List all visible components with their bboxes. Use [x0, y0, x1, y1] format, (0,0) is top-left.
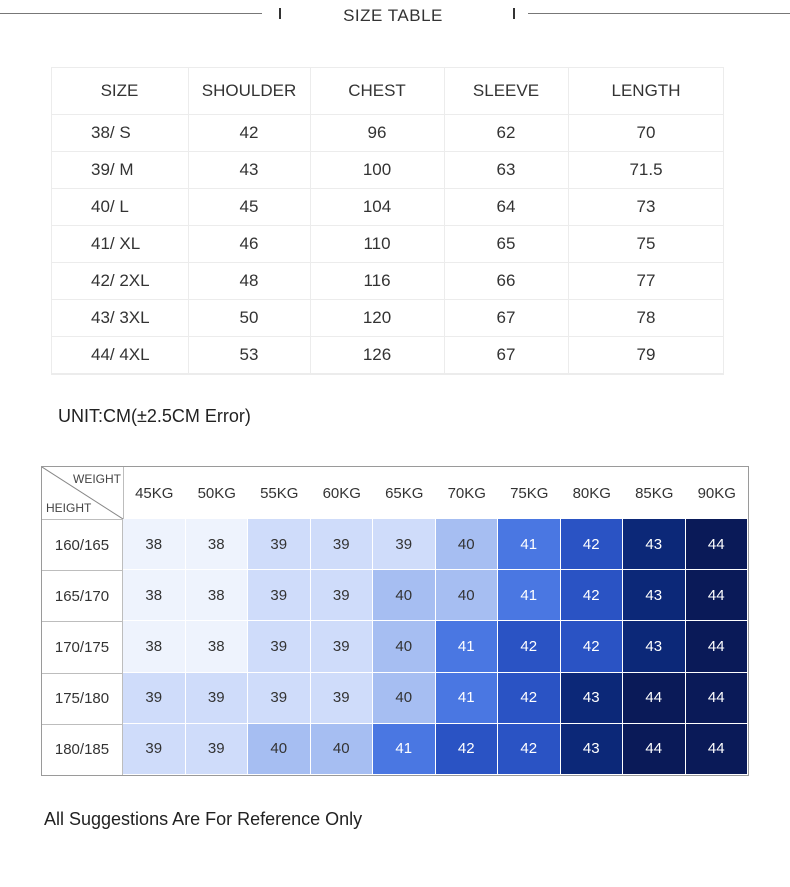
weight-header: 85KG — [635, 484, 674, 502]
size-table-row — [51, 151, 724, 189]
fit-grid-cell: 39 — [248, 621, 311, 672]
size-table-cell-length: 79 — [636, 344, 656, 364]
fit-grid-cell: 42 — [561, 621, 624, 672]
fit-grid-cell: 43 — [623, 519, 686, 570]
size-table-cell-chest: 100 — [362, 159, 392, 179]
fit-grid-cell: 44 — [686, 570, 749, 621]
size-table-header-row — [51, 67, 724, 115]
size-table-cell-length: 73 — [636, 196, 656, 216]
fit-grid-cell: 44 — [686, 621, 749, 672]
fit-grid-cell: 42 — [561, 570, 624, 621]
size-table-cell-sleeve: 67 — [496, 307, 516, 327]
size-table-header-shoulder: SHOULDER — [201, 80, 297, 100]
size-table-cell-shoulder: 43 — [239, 159, 259, 179]
fit-grid-cell: 39 — [248, 519, 311, 570]
corner-height-label: HEIGHT — [46, 501, 92, 515]
fit-grid-cell: 44 — [686, 724, 749, 775]
fit-grid-cell: 42 — [498, 724, 561, 775]
weight-header: 65KG — [385, 484, 424, 502]
fit-grid-cell: 41 — [436, 621, 499, 672]
unit-note: UNIT:CM(±2.5CM Error) — [58, 406, 251, 426]
fit-grid-cell: 44 — [623, 724, 686, 775]
weight-header: 45KG — [135, 484, 174, 502]
size-table-cell-sleeve: 67 — [496, 344, 516, 364]
fit-grid-cell: 41 — [498, 519, 561, 570]
weight-header: 90KG — [697, 484, 736, 502]
size-table-cell-sleeve: 63 — [496, 159, 516, 179]
footer-note: All Suggestions Are For Reference Only — [44, 809, 363, 829]
size-table-cell-sleeve: 64 — [496, 196, 516, 216]
size-table-cell-size: 40/ L — [91, 196, 129, 216]
weight-header: 55KG — [260, 484, 299, 502]
fit-grid-cell: 39 — [186, 673, 249, 724]
size-table-row — [51, 336, 724, 374]
size-table — [51, 67, 724, 375]
size-table-cell-chest: 116 — [363, 270, 391, 290]
header-rule-right — [528, 13, 790, 14]
fit-grid-cell: 41 — [498, 570, 561, 621]
fit-grid-cell: 43 — [561, 724, 624, 775]
header-tick-left — [279, 8, 281, 19]
size-table-cell-length: 70 — [636, 122, 656, 142]
fit-grid-cell: 39 — [311, 570, 374, 621]
size-table-cell-shoulder: 48 — [239, 270, 259, 290]
size-table-row — [51, 188, 724, 226]
fit-grid-cell: 40 — [373, 621, 436, 672]
size-table-row — [51, 262, 724, 300]
fit-grid-cell: 44 — [686, 673, 749, 724]
grid-corner-cell — [42, 467, 124, 519]
corner-weight-label: WEIGHT — [73, 472, 121, 486]
size-table-cell-size: 41/ XL — [91, 233, 141, 253]
size-table-header-sleeve: SLEEVE — [472, 80, 540, 100]
size-table-cell-shoulder: 45 — [239, 196, 259, 216]
height-header: 160/165 — [42, 519, 123, 570]
fit-grid-cell: 38 — [123, 621, 186, 672]
header-rule-left — [0, 13, 262, 14]
fit-grid-cell: 40 — [373, 570, 436, 621]
fit-grid-cell: 44 — [686, 519, 749, 570]
size-table-cell-size: 39/ M — [91, 159, 134, 179]
fit-grid-cell: 43 — [623, 570, 686, 621]
fit-grid-cell: 42 — [498, 673, 561, 724]
fit-grid-cell: 39 — [248, 673, 311, 724]
size-table-header-chest: CHEST — [348, 80, 406, 100]
fit-grid-cell: 43 — [623, 621, 686, 672]
fit-grid-cell: 41 — [436, 673, 499, 724]
fit-grid-cell: 39 — [311, 673, 374, 724]
fit-grid-cell: 43 — [561, 673, 624, 724]
weight-header: 70KG — [447, 484, 486, 502]
size-table-cell-shoulder: 42 — [239, 122, 259, 142]
height-header: 180/185 — [42, 724, 123, 775]
fit-grid-cell: 38 — [123, 570, 186, 621]
size-table-cell-chest: 96 — [367, 122, 387, 142]
fit-grid-cell: 39 — [123, 673, 186, 724]
size-table-cell-length: 71.5 — [629, 159, 663, 179]
weight-header: 75KG — [510, 484, 549, 502]
fit-grid — [41, 466, 749, 776]
size-table-row — [51, 114, 724, 152]
weight-header: 80KG — [572, 484, 611, 502]
fit-grid-cell: 42 — [436, 724, 499, 775]
fit-grid-cell: 42 — [498, 621, 561, 672]
weight-header: 50KG — [197, 484, 236, 502]
size-table-cell-length: 78 — [636, 307, 656, 327]
fit-grid-cell: 38 — [186, 519, 249, 570]
fit-grid-cell: 38 — [186, 621, 249, 672]
fit-grid-cell: 39 — [373, 519, 436, 570]
size-table-cell-sleeve: 65 — [496, 233, 516, 253]
size-table-cell-length: 75 — [636, 233, 656, 253]
fit-grid-cell: 40 — [248, 724, 311, 775]
fit-grid-cell: 39 — [186, 724, 249, 775]
fit-grid-cell: 39 — [311, 519, 374, 570]
size-table-cell-sleeve: 66 — [496, 270, 516, 290]
size-table-row — [51, 225, 724, 263]
size-table-row — [51, 299, 724, 337]
size-table-cell-shoulder: 53 — [239, 344, 259, 364]
size-table-cell-shoulder: 46 — [239, 233, 259, 253]
fit-grid-cell: 42 — [561, 519, 624, 570]
size-table-cell-chest: 110 — [363, 233, 391, 253]
fit-grid-cell: 39 — [311, 621, 374, 672]
size-table-cell-size: 44/ 4XL — [91, 344, 150, 364]
fit-grid-cell: 40 — [373, 673, 436, 724]
size-table-cell-shoulder: 50 — [239, 307, 259, 327]
height-header: 175/180 — [42, 673, 123, 724]
fit-grid-cell: 41 — [373, 724, 436, 775]
fit-grid-cell: 40 — [436, 519, 499, 570]
fit-grid-cell: 44 — [623, 673, 686, 724]
size-table-cell-size: 42/ 2XL — [91, 270, 150, 290]
size-table-cell-length: 77 — [636, 270, 656, 290]
height-header: 170/175 — [42, 621, 123, 672]
fit-grid-cell: 38 — [123, 519, 186, 570]
size-table-header-size: SIZE — [100, 80, 139, 100]
page-title: SIZE TABLE — [343, 6, 443, 25]
size-table-cell-size: 38/ S — [91, 122, 131, 142]
fit-grid-cell: 38 — [186, 570, 249, 621]
header-tick-right — [513, 8, 515, 19]
size-table-cell-size: 43/ 3XL — [91, 307, 150, 327]
size-table-cell-sleeve: 62 — [496, 122, 516, 142]
size-table-cell-chest: 104 — [362, 196, 392, 216]
weight-header: 60KG — [322, 484, 361, 502]
fit-grid-cell: 39 — [123, 724, 186, 775]
fit-grid-cell: 40 — [311, 724, 374, 775]
size-table-header-length: LENGTH — [611, 80, 681, 100]
fit-grid-cell: 40 — [436, 570, 499, 621]
size-table-cell-chest: 120 — [362, 307, 392, 327]
height-header: 165/170 — [42, 570, 123, 621]
size-table-cell-chest: 126 — [362, 344, 392, 364]
fit-grid-cell: 39 — [248, 570, 311, 621]
